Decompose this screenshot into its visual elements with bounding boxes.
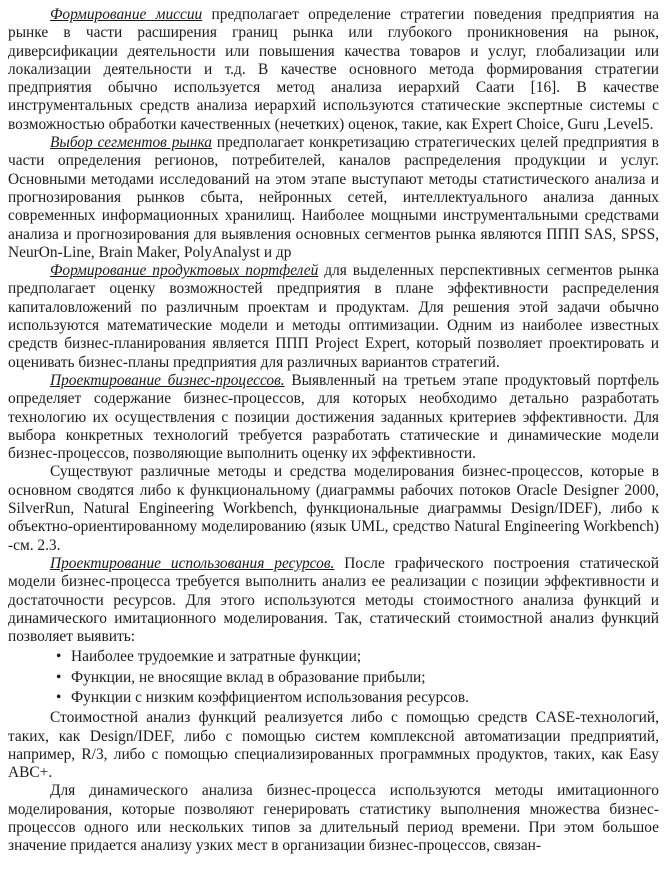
paragraph-lead: Формирование миссии: [50, 6, 203, 23]
paragraph-text: предполагает определение стратегии поведения предприятия на рынке в части расширения границ рынка или глубокого проникновения на рынок, диверсификации деятельности или повышения качества товаров и услуг, глобализации или локализации деятельности и т.д. В качестве основного метода формирования стратегии предприятия обычно используется метод анализа иерархий Саати [16]. В качестве инструментальных средств анализа иерархий используются статические экспертные системы с возможностью обработки качественных (нечетких) оценок, такие, как Expert Choice, Guru ,Level5.: [8, 6, 659, 133]
list-item-text: Наиболее трудоемкие и затратные функции;: [71, 648, 362, 666]
list-item: [56, 648, 659, 666]
paragraph-business-process-design: [8, 372, 659, 463]
paragraph-market-segments: [8, 134, 659, 262]
paragraph-text: После графического построения статической модели бизнес-процесса требуется выполнить анализ ее реализации с позиции эффективности и достаточности ресурсов. Для этого используются методы стоимостного анализа функций и динамического имитационного моделирования. Так, статический стоимостной анализ функций позволяет выявить:: [8, 554, 659, 646]
paragraph-lead: Выбор сегментов рынка: [50, 134, 213, 152]
paragraph-modeling-methods: [8, 463, 659, 554]
list-item: [56, 689, 659, 707]
paragraph-text: для выделенных перспективных сегментов рынка предполагает оценку возможностей предприятия в плане эффективности распределения капиталовложений по различным проектам и продуктам. Для решения этой задачи обычно используются математические модели и методы оптимизации. Одним из наиболее известных средств бизнес-планирования является ППП Project Expert, который позволяет проектировать и оценивать бизнес-планы предприятия для различных вариантов стратегий.: [8, 262, 659, 371]
paragraph-cost-analysis-tools: [8, 709, 659, 782]
paragraph-resource-usage-design: [8, 555, 659, 646]
paragraph-text: Для динамического анализа бизнес-процесса используются методы имитационного моделирования, которые позволяют генерировать статистику выполнения множества бизнес-процессов одного или нескольких типов за длительный период времени. При этом большое значение придается анализу узких мест в организации бизнес-процессов, связан-: [8, 782, 659, 855]
paragraph-lead: Формирование продуктовых портфелей: [50, 262, 319, 280]
paragraph-mission: [8, 6, 659, 134]
list-item: [56, 669, 659, 687]
paragraph-product-portfolios: [8, 262, 659, 372]
bullet-icon: •: [56, 648, 62, 666]
paragraph-lead: Проектирование бизнес-процессов.: [50, 371, 285, 389]
paragraph-lead: Проектирование использования ресурсов.: [50, 554, 335, 572]
bullet-icon: •: [56, 668, 62, 686]
paragraph-text: Выявленный на третьем этапе продуктовый портфель определяет содержание бизнес-процессов, для которых необходимо детально разработать технологию их осуществления с позиции достижения заданных критериев эффективности. Для выбора конкретных технологий требуется разработать статические и динамические модели бизнес-процессов, позволяющие выполнить оценку их эффективности.: [8, 371, 659, 463]
list-item-text: Функции, не вносящие вклад в образование прибыли;: [71, 668, 426, 686]
bullet-icon: •: [56, 688, 62, 706]
list-item-text: Функции с низким коэффициентом использования ресурсов.: [71, 688, 469, 706]
paragraph-dynamic-analysis: [8, 782, 659, 855]
paragraph-text: предполагает конкретизацию стратегических целей предприятия в части определения регионов, потребителей, каналов распределения продукции и услуг. Основными методами исследований на этом этапе выступают методы статистического анализа и прогнозирования рынков сбыта, нейронных сетей, интеллектуального анализа данных современных информационных хранилищ. Наиболее мощными инструментальными средствами анализа и прогнозирования для выявления основных сегментов рынка являются ППП SAS, SPSS, NeurOn-Line, Brain Maker, PolyAnalyst и др: [8, 134, 659, 261]
paragraph-text: Существуют различные методы и средства моделирования бизнес-процессов, которые в основном сводятся либо к функциональному (диаграммы рабочих потоков Oracle Designer 2000, SilverRun, Natural Engineering Workbench, функциональные диаграммы Design/IDEF), либо к объектно-ориентированному моделированию (язык UML, средство Natural Engineering Workbench) -см. 2.3.: [8, 463, 659, 554]
bullet-list: [8, 648, 659, 707]
paragraph-text: Стоимостной анализ функций реализуется либо с помощью средств CASE-технологий, таких, как Design/IDEF, либо с помощью систем комплексной автоматизации предприятий, например, R/3, либо с помощью специализированных программных продуктов, таких, как Easy ABC+.: [8, 709, 659, 782]
